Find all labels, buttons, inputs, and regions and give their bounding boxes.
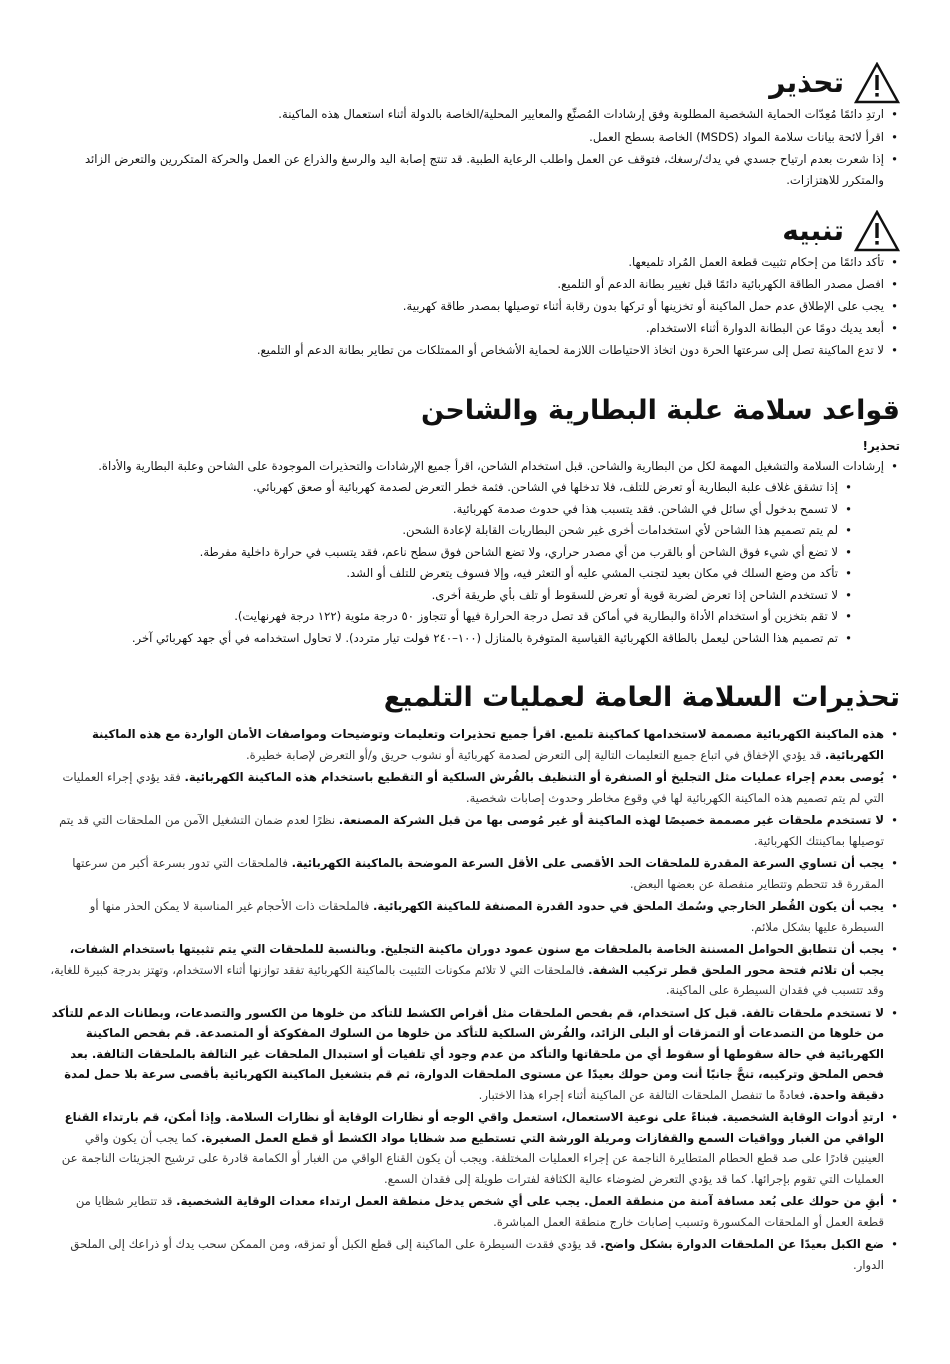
list-item <box>50 1003 884 1106</box>
warning-list <box>50 104 900 190</box>
list-item: • افصل مصدر الطاقة الكهربائية دائمًا قبل تغيير بطانة الدعم أو التلميع. <box>50 274 884 295</box>
item-emphasis: لا تستخدم ملحقات تالفة. قبل كل استخدام، قم بفحص الملحقات مثل أقراص الكشط للتأكد من خلوها من الكسور والتصدعات، وبطانات الدعم للتأكد من خلوها من التصدعات أو التمزقات أو البلى الزائد، والفُرش السلكية للتأكد من خلوها من السلوك المفكوكة أو المتصدعة. قم بفحص الماكينة الكهربائية في حالة سقوطها أو سقوط أي من ملحقاتها والتأكد من عدم وجود أي تلفيات أو استبدال الملحقات غير التالفة بالملحقات التالفة. بعد فحص الملحق وتركيبه، تنحَّ جانبًا أنت ومن حولك بعيدًا عن مستوى الملحقات الدوارة، ثم قم بتشغيل الماكينة الكهربائية بأقصى سرعة بلا حمل لمدة دقيقة واحدة. <box>51 1005 884 1102</box>
list-item <box>50 896 884 937</box>
caution-header <box>50 210 900 252</box>
list-item: • ارتدِ دائمًا مُعِدّات الحماية الشخصية المطلوبة وفق إرشادات المُصنِّع والمعايير المحلية/الخاصة بالدولة أثناء استعمال هذه الماكينة. <box>50 104 884 125</box>
item-detail: فالملحقات ذات الأحجام غير المناسبة لا يمكن الحذر منها أو السيطرة عليها بشكل ملائم. <box>89 899 884 934</box>
list-item: • لا تستخدم الشاحن إذا تعرض لضربة قوية أو تعرض للسقوط أو تلف بأي طريقة أخرى. <box>50 585 838 606</box>
list-item: • لا تضع أي شيء فوق الشاحن أو بالقرب من أي مصدر حراري، ولا تضع الشاحن فوق سطح ناعم، فقد يتسبب في حرارة داخلية مفرطة. <box>50 542 838 563</box>
item-emphasis: يجب أن تتطابق الحوامل المسننة الخاصة بالملحقات مع سنون عمود دوران ماكينة التجليخ. وبالنسبة للملحقات التي يتم تثبيتها باستخدام الشفات، يجب أن تلائم فتحة محور الملحق قطر تركيب الشفة. <box>69 942 884 977</box>
item-emphasis: هذه الماكينة الكهربائية مصممة لاستخدامها كماكينة تلميع. اقرأ جميع تحذيرات وتعليمات وتوضيحات ومواصفات الأمان الواردة مع هذه الماكينة الكهربائية. <box>91 727 884 762</box>
item-detail: فعادةً ما تنفصل الملحقات التالفة عن الماكينة أثناء إجراء هذا الاختبار. <box>478 1087 806 1102</box>
list-item: • تأكد دائمًا من إحكام تثبيت قطعة العمل المُراد تلميعها. <box>50 252 884 273</box>
item-emphasis: يجب أن تساوي السرعة المقدرة للملحقات الحد الأقصى على الأقل السرعة الموضحة بالماكينة الكهربائية. <box>291 856 884 870</box>
item-detail: قد تتطاير شظايا من قطعة العمل أو الملحقات المكسورة وتسبب إصابات خارج منطقة العمل المباشرة. <box>75 1194 884 1229</box>
list-item: • لم يتم تصميم هذا الشاحن لأي استخدامات أخرى غير شحن البطاريات القابلة لإعادة الشحن. <box>50 520 838 541</box>
list-item: • لا تدع الماكينة تصل إلى سرعتها الحرة دون اتخاذ الاحتياطات اللازمة لحماية الأشخاص أو الممتلكات من تطاير بطانة الدعم أو التلميع. <box>50 340 884 361</box>
list-item: • إذا تشقق غلاف علبة البطارية أو تعرض للتلف، فلا تدخلها في الشاحن. فثمة خطر التعرض لصدمة كهربائية أو صعق كهربائي. <box>50 477 838 498</box>
list-item <box>50 939 884 1001</box>
safety-page <box>50 62 900 1277</box>
list-item: • إذا شعرت بعدم ارتياح جسدي في يدك/رسغك، فتوقف عن العمل واطلب الرعاية الطبية. قد تنتج إصابة اليد والرسغ والذراع عن العمل والحركة المتكررين والتعرض الزائد والمتكرر للاهتزازات. <box>50 149 884 190</box>
item-detail: قد يؤدي الإخفاق في اتباع جميع التعليمات التالية إلى التعرض لصدمة كهربائية أو نشوب حريق و/أو التعرض لإصابة خطيرة. <box>245 747 822 762</box>
list-item <box>50 767 884 808</box>
list-item: • إرشادات السلامة والتشغيل المهمة لكل من البطارية والشاحن. قبل استخدام الشاحن، اقرأ جميع الإرشادات والتحذيرات الموجودة على الشاحن وعلبة البطارية والأداة. <box>50 456 884 477</box>
item-detail: كما يجب أن يكون واقي العينين قادرًا على صد قطع الحطام المتطايرة الناجمة عن إجراء العمليات المختلفة. ويجب أن يكون القناع الواقي من الغبار أو الكمامة قادرة على ترشيح الجزيئات الناجمة عن العمليات التي تقوم بإجرائها. كما قد يؤدي التعرض لضوضاء عالية الكثافة لفترات طويلة إلى فقدان السمع. <box>61 1130 884 1186</box>
warning-triangle-icon <box>854 210 900 252</box>
caution-title: تنبيه <box>782 214 844 247</box>
list-item: • تأكد من وضع السلك في مكان بعيد لتجنب المشي عليه أو التعثر فيه، وإلا فسوف يتعرض للتلف أو الشد. <box>50 563 838 584</box>
warning-triangle-icon <box>854 62 900 104</box>
item-detail: فالملحقات التي تدور بسرعة أكبر من سرعتها المقررة قد تتحطم وتتطاير منفصلة عن بعضها البعض. <box>72 856 884 891</box>
list-item: • تم تصميم هذا الشاحن ليعمل بالطاقة الكهربائية القياسية المتوفرة بالمنازل (١٠٠–٢٤٠ فولت تيار متردد). لا تحاول استخدامه في أي جهد كهربائي آخر. <box>50 628 838 649</box>
general-list <box>50 724 900 1275</box>
list-item <box>50 853 884 894</box>
warning-title: تحذير <box>769 66 844 99</box>
item-emphasis: ارتدِ أدوات الوقاية الشخصية. فبناءً على نوعية الاستعمال، استعمل واقي الوجه أو نظارات الوقاية أو نظارات السلامة. وإذا أمكن، قم بارتداء القناع الواقي من الغبار وواقيات السمع والقفازات ومريلة الورشة التي تستطيع صد شظايا مواد الكشط أو قطع العمل الصغيرة. <box>64 1110 884 1145</box>
list-item <box>50 810 884 851</box>
battery-section-title: قواعد سلامة علبة البطارية والشاحن <box>421 394 900 426</box>
item-emphasis: أبقِ من حولك على بُعد مسافة آمنة من منطقة العمل. يجب على أي شخص يدخل منطقة العمل ارتداء معدات الوقاية الشخصية. <box>176 1194 884 1208</box>
list-item: • اقرأ لائحة بيانات سلامة المواد (MSDS) الخاصة بسطح العمل. <box>50 127 884 148</box>
list-item: • لا تقم بتخزين أو استخدام الأداة والبطارية في أماكن قد تصل درجة الحرارة فيها أو تتجاوز ٥٠ درجة مئوية (١٢٢ درجة فهرنهايت). <box>50 606 838 627</box>
list-item <box>50 1107 884 1189</box>
list-item <box>50 1191 884 1232</box>
item-emphasis: لا تستخدم ملحقات غير مصممة خصيصًا لهذه الماكينة أو غير مُوصى بها من قبل الشركة المصنعة. <box>338 813 884 827</box>
battery-warning-label: تحذير! <box>862 438 900 453</box>
list-item <box>50 724 884 765</box>
item-emphasis: يُوصى بعدم إجراء عمليات مثل التجليخ أو الصنفرة أو التنظيف بالفُرش السلكية أو التقطيع باستخدام هذه الماكينة الكهربائية. <box>184 770 884 784</box>
warning-header <box>50 62 900 104</box>
caution-list <box>50 252 900 361</box>
item-detail: فقد يؤدي إجراء العمليات التي لم يتم تصميم هذه الماكينة الكهربائية لها في وقوع مخاطر وحدوث إصابات شخصية. <box>62 770 884 805</box>
general-section-title: تحذيرات السلامة العامة لعمليات التلميع <box>383 682 900 713</box>
item-emphasis: يجب أن يكون القُطر الخارجي وسُمك الملحق في حدود القدرة المصنفة للماكينة الكهربائية. <box>373 899 884 913</box>
list-item: • يجب على الإطلاق عدم حمل الماكينة أو تخزينها أو تركها بدون رقابة أثناء توصيلها بمصدر طاقة كهربية. <box>50 296 884 317</box>
list-item <box>50 1234 884 1275</box>
list-item: • لا تسمح بدخول أي سائل في الشاحن. فقد يتسبب هذا في حدوث صدمة كهربائية. <box>50 499 838 520</box>
item-detail: قد يؤدي فقدت السيطرة على الماكينة إلى قطع الكبل أو تمزقه، ومن الممكن سحب يدك أو ذراعك إلى الملحق الدوار. <box>70 1237 884 1272</box>
list-item: • أبعد يديك دومًا عن البطانة الدوارة أثناء الاستخدام. <box>50 318 884 339</box>
item-emphasis: ضع الكبل بعيدًا عن الملحقات الدوارة بشكل واضح. <box>600 1237 884 1251</box>
battery-list <box>50 456 900 649</box>
item-detail: فالملحقات التي لا تلائم مكونات التثبيت بالماكينة الكهربائية تفقد توازنها أثناء الاستخدام، وتهتز بدرجة كبيرة للغاية، وقد تتسبب في فقدان السيطرة على الماكينة. <box>50 962 884 997</box>
item-detail: نظرًا لعدم ضمان التشغيل الآمن من الملحقات التي قد يتم توصيلها بماكينتك الكهربائية. <box>59 813 884 848</box>
